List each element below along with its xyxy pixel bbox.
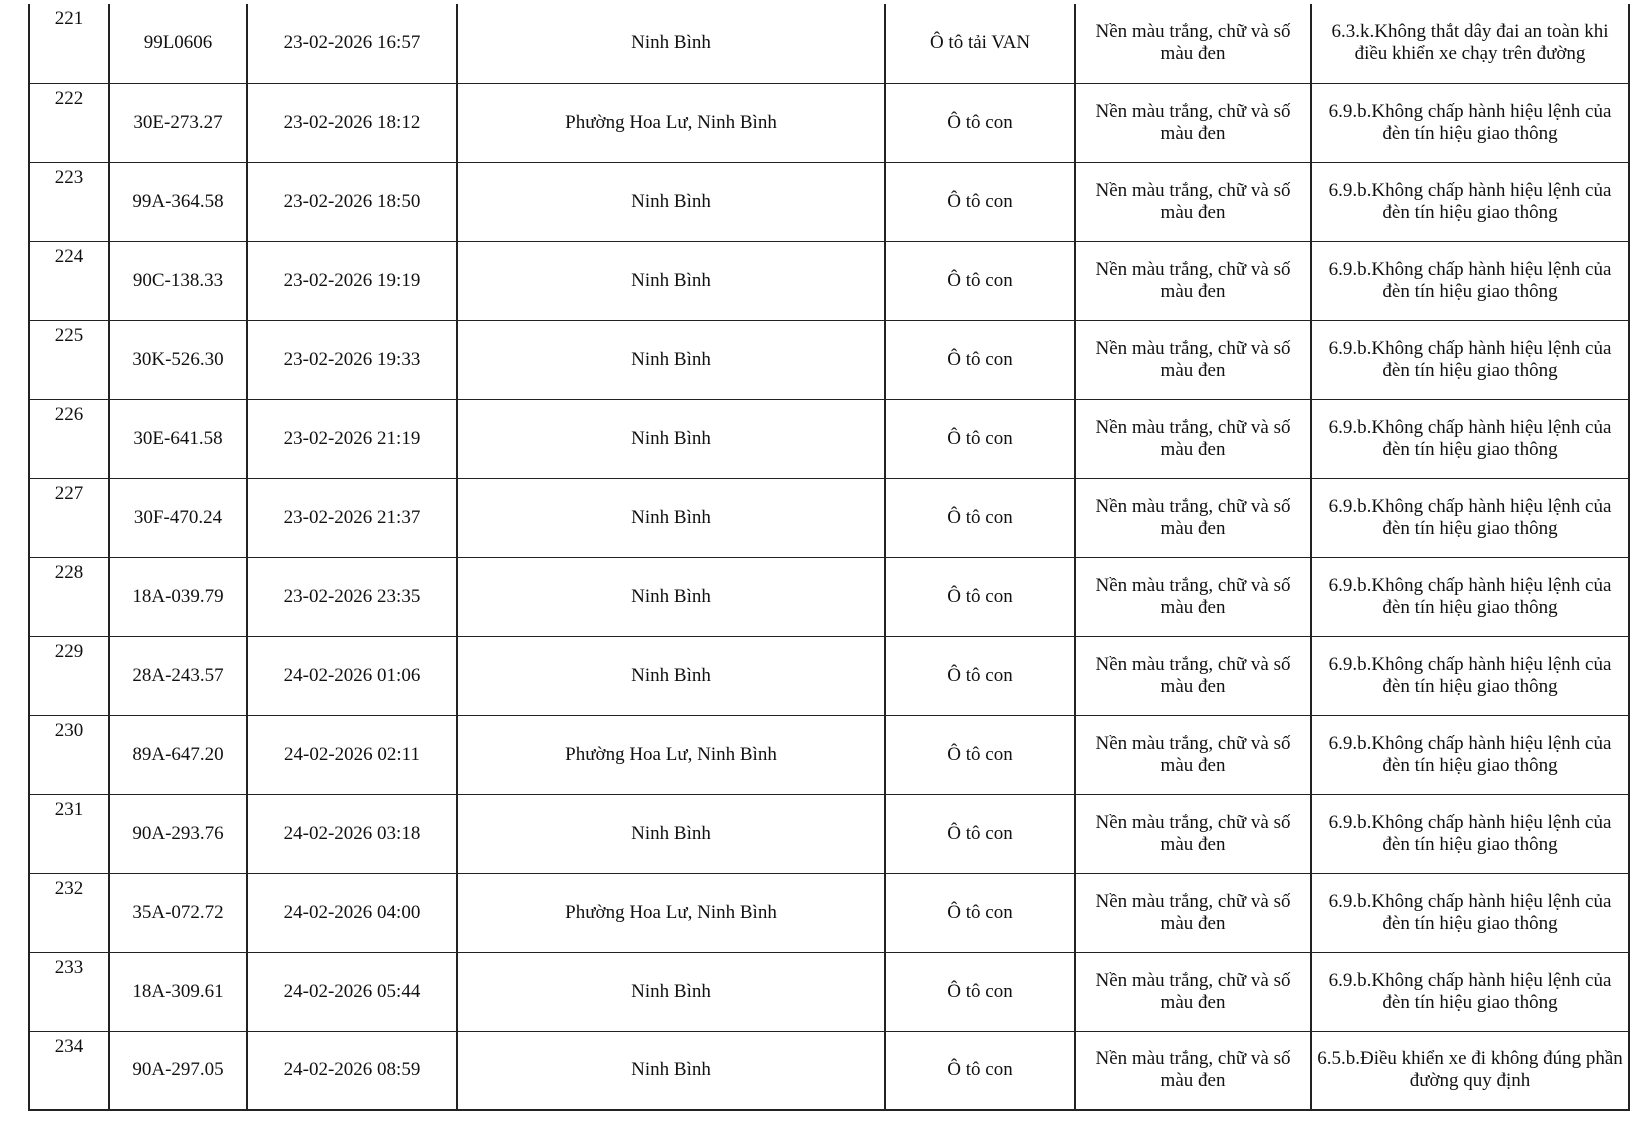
- license-plate-cell: 30E-641.58: [109, 399, 247, 478]
- plate-color-cell: Nền màu trắng, chữ và số màu đen: [1075, 636, 1311, 715]
- vehicle-type-cell: Ô tô con: [885, 794, 1075, 873]
- row-number-cell: 228: [29, 557, 109, 636]
- row-number-cell: 233: [29, 952, 109, 1031]
- license-plate-cell: 90A-293.76: [109, 794, 247, 873]
- plate-color-cell: Nền màu trắng, chữ và số màu đen: [1075, 1031, 1311, 1110]
- violation-time-cell: 24-02-2026 03:18: [247, 794, 457, 873]
- violation-location-cell: Ninh Bình: [457, 241, 885, 320]
- license-plate-cell: 30E-273.27: [109, 83, 247, 162]
- table-row: [29, 873, 1629, 952]
- violation-location-cell: Ninh Bình: [457, 4, 885, 83]
- row-number-cell: 229: [29, 636, 109, 715]
- vehicle-type-cell: Ô tô con: [885, 636, 1075, 715]
- plate-color-cell: Nền màu trắng, chữ và số màu đen: [1075, 478, 1311, 557]
- violation-location-cell: Ninh Bình: [457, 952, 885, 1031]
- plate-color-cell: Nền màu trắng, chữ và số màu đen: [1075, 162, 1311, 241]
- vehicle-type-cell: Ô tô con: [885, 399, 1075, 478]
- table-row: [29, 83, 1629, 162]
- violation-time-cell: 24-02-2026 04:00: [247, 873, 457, 952]
- violation-time-cell: 24-02-2026 01:06: [247, 636, 457, 715]
- violation-description-cell: 6.9.b.Không chấp hành hiệu lệnh của đèn tín hiệu giao thông: [1311, 478, 1629, 557]
- plate-color-cell: Nền màu trắng, chữ và số màu đen: [1075, 241, 1311, 320]
- row-number-cell: 226: [29, 399, 109, 478]
- violation-location-cell: Ninh Bình: [457, 320, 885, 399]
- row-number-cell: 222: [29, 83, 109, 162]
- license-plate-cell: 28A-243.57: [109, 636, 247, 715]
- violation-location-cell: Ninh Bình: [457, 1031, 885, 1110]
- table-body: [29, 4, 1629, 1110]
- row-number-cell: 224: [29, 241, 109, 320]
- table-row: [29, 1031, 1629, 1110]
- violation-description-cell: 6.9.b.Không chấp hành hiệu lệnh của đèn tín hiệu giao thông: [1311, 873, 1629, 952]
- plate-color-cell: Nền màu trắng, chữ và số màu đen: [1075, 952, 1311, 1031]
- vehicle-type-cell: Ô tô con: [885, 241, 1075, 320]
- license-plate-cell: 18A-039.79: [109, 557, 247, 636]
- violation-description-cell: 6.9.b.Không chấp hành hiệu lệnh của đèn tín hiệu giao thông: [1311, 320, 1629, 399]
- row-number-cell: 231: [29, 794, 109, 873]
- vehicle-type-cell: Ô tô con: [885, 952, 1075, 1031]
- violation-time-cell: 23-02-2026 23:35: [247, 557, 457, 636]
- plate-color-cell: Nền màu trắng, chữ và số màu đen: [1075, 794, 1311, 873]
- violation-description-cell: 6.9.b.Không chấp hành hiệu lệnh của đèn tín hiệu giao thông: [1311, 162, 1629, 241]
- license-plate-cell: 30K-526.30: [109, 320, 247, 399]
- plate-color-cell: Nền màu trắng, chữ và số màu đen: [1075, 873, 1311, 952]
- violation-description-cell: 6.9.b.Không chấp hành hiệu lệnh của đèn tín hiệu giao thông: [1311, 952, 1629, 1031]
- plate-color-cell: Nền màu trắng, chữ và số màu đen: [1075, 399, 1311, 478]
- row-number-cell: 234: [29, 1031, 109, 1110]
- table-row: [29, 478, 1629, 557]
- violation-location-cell: Ninh Bình: [457, 636, 885, 715]
- violation-time-cell: 24-02-2026 02:11: [247, 715, 457, 794]
- vehicle-type-cell: Ô tô con: [885, 715, 1075, 794]
- violation-location-cell: Phường Hoa Lư, Ninh Bình: [457, 83, 885, 162]
- table-row: [29, 399, 1629, 478]
- violation-time-cell: 23-02-2026 18:12: [247, 83, 457, 162]
- license-plate-cell: 99L0606: [109, 4, 247, 83]
- license-plate-cell: 99A-364.58: [109, 162, 247, 241]
- violation-time-cell: 23-02-2026 21:19: [247, 399, 457, 478]
- row-number-cell: 221: [29, 4, 109, 83]
- vehicle-type-cell: Ô tô con: [885, 557, 1075, 636]
- vehicle-type-cell: Ô tô tải VAN: [885, 4, 1075, 83]
- violation-location-cell: Phường Hoa Lư, Ninh Bình: [457, 873, 885, 952]
- table-row: [29, 241, 1629, 320]
- table-row: [29, 794, 1629, 873]
- table-row: [29, 320, 1629, 399]
- vehicle-type-cell: Ô tô con: [885, 873, 1075, 952]
- violation-location-cell: Ninh Bình: [457, 794, 885, 873]
- table-row: [29, 4, 1629, 83]
- plate-color-cell: Nền màu trắng, chữ và số màu đen: [1075, 83, 1311, 162]
- table-row: [29, 636, 1629, 715]
- license-plate-cell: 30F-470.24: [109, 478, 247, 557]
- violation-description-cell: 6.9.b.Không chấp hành hiệu lệnh của đèn tín hiệu giao thông: [1311, 241, 1629, 320]
- license-plate-cell: 90C-138.33: [109, 241, 247, 320]
- violation-time-cell: 23-02-2026 16:57: [247, 4, 457, 83]
- violation-description-cell: 6.9.b.Không chấp hành hiệu lệnh của đèn tín hiệu giao thông: [1311, 636, 1629, 715]
- plate-color-cell: Nền màu trắng, chữ và số màu đen: [1075, 4, 1311, 83]
- vehicle-type-cell: Ô tô con: [885, 162, 1075, 241]
- vehicle-type-cell: Ô tô con: [885, 320, 1075, 399]
- violation-description-cell: 6.9.b.Không chấp hành hiệu lệnh của đèn tín hiệu giao thông: [1311, 557, 1629, 636]
- license-plate-cell: 90A-297.05: [109, 1031, 247, 1110]
- violation-location-cell: Ninh Bình: [457, 557, 885, 636]
- violation-location-cell: Ninh Bình: [457, 399, 885, 478]
- violation-location-cell: Ninh Bình: [457, 478, 885, 557]
- violation-location-cell: Ninh Bình: [457, 162, 885, 241]
- row-number-cell: 227: [29, 478, 109, 557]
- table-row: [29, 557, 1629, 636]
- license-plate-cell: 89A-647.20: [109, 715, 247, 794]
- table-row: [29, 715, 1629, 794]
- violation-description-cell: 6.5.b.Điều khiển xe đi không đúng phần đường quy định: [1311, 1031, 1629, 1110]
- row-number-cell: 230: [29, 715, 109, 794]
- violation-description-cell: 6.9.b.Không chấp hành hiệu lệnh của đèn tín hiệu giao thông: [1311, 794, 1629, 873]
- plate-color-cell: Nền màu trắng, chữ và số màu đen: [1075, 715, 1311, 794]
- vehicle-type-cell: Ô tô con: [885, 83, 1075, 162]
- row-number-cell: 223: [29, 162, 109, 241]
- table-row: [29, 952, 1629, 1031]
- violation-time-cell: 23-02-2026 19:33: [247, 320, 457, 399]
- row-number-cell: 225: [29, 320, 109, 399]
- vehicle-type-cell: Ô tô con: [885, 478, 1075, 557]
- violation-description-cell: 6.9.b.Không chấp hành hiệu lệnh của đèn tín hiệu giao thông: [1311, 83, 1629, 162]
- row-number-cell: 232: [29, 873, 109, 952]
- vehicle-type-cell: Ô tô con: [885, 1031, 1075, 1110]
- violation-time-cell: 23-02-2026 19:19: [247, 241, 457, 320]
- violation-time-cell: 24-02-2026 08:59: [247, 1031, 457, 1110]
- table-row: [29, 162, 1629, 241]
- violation-time-cell: 23-02-2026 18:50: [247, 162, 457, 241]
- violation-time-cell: 24-02-2026 05:44: [247, 952, 457, 1031]
- violation-location-cell: Phường Hoa Lư, Ninh Bình: [457, 715, 885, 794]
- plate-color-cell: Nền màu trắng, chữ và số màu đen: [1075, 320, 1311, 399]
- violations-table: [28, 4, 1630, 1111]
- violation-description-cell: 6.3.k.Không thắt dây đai an toàn khi điều khiển xe chạy trên đường: [1311, 4, 1629, 83]
- violation-description-cell: 6.9.b.Không chấp hành hiệu lệnh của đèn tín hiệu giao thông: [1311, 399, 1629, 478]
- plate-color-cell: Nền màu trắng, chữ và số màu đen: [1075, 557, 1311, 636]
- license-plate-cell: 35A-072.72: [109, 873, 247, 952]
- violation-time-cell: 23-02-2026 21:37: [247, 478, 457, 557]
- license-plate-cell: 18A-309.61: [109, 952, 247, 1031]
- violation-description-cell: 6.9.b.Không chấp hành hiệu lệnh của đèn tín hiệu giao thông: [1311, 715, 1629, 794]
